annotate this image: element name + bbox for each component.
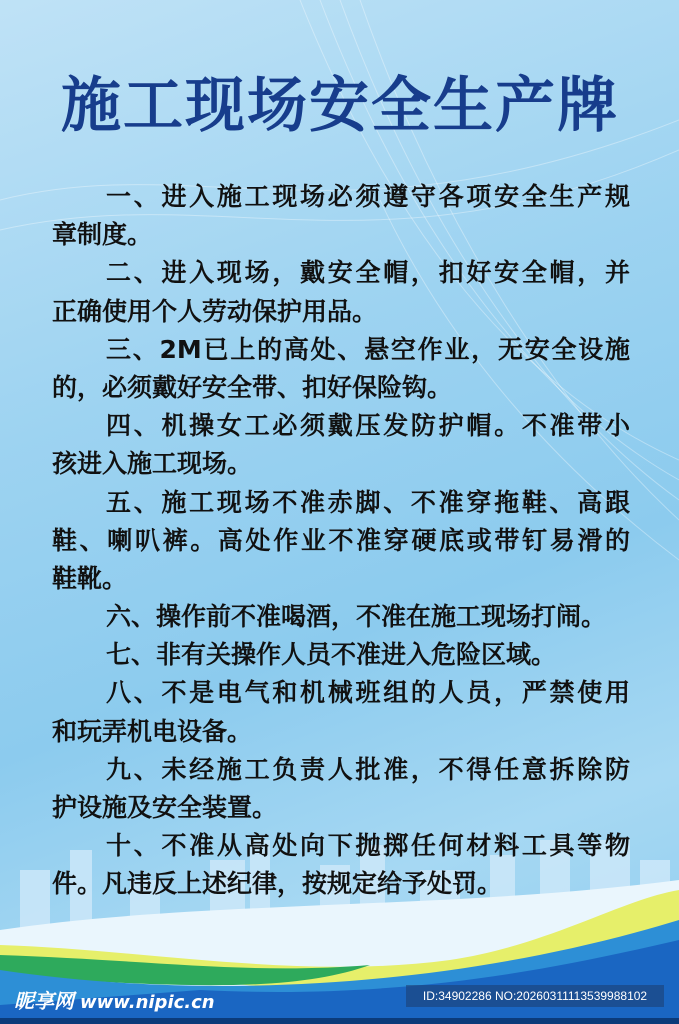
- rule-line: 鞋靴。: [52, 563, 128, 593]
- rule-item: [52, 331, 630, 407]
- rule-line: 三、2M已上的高处、悬空作业，无安全设施: [106, 334, 630, 364]
- watermark-url: www.nipic.cn: [80, 992, 215, 1013]
- rule-line: 四、机操女工必须戴压发防护帽。不准带小: [106, 411, 630, 441]
- page-title: 施工现场安全生产牌: [61, 71, 619, 141]
- rule-line: 十、不准从高处向下抛掷任何材料工具等物: [106, 831, 630, 861]
- rule-line: 正确使用个人劳动保护用品。: [52, 296, 378, 326]
- rule-item: [52, 674, 630, 750]
- rule-item: [52, 407, 630, 483]
- rule-item: [52, 178, 630, 254]
- rule-line: 件。凡违反上述纪律，按规定给予处罚。: [52, 869, 503, 899]
- watermark-logo: [14, 985, 215, 1014]
- rule-line: 八、不是电气和机械班组的人员，严禁使用: [106, 678, 630, 708]
- rule-line: 六、操作前不准喝酒，不准在施工现场打闹。: [106, 602, 607, 632]
- rule-item: [52, 827, 630, 903]
- watermark-id: ID:34902286 NO:20260311113539988102: [406, 985, 664, 1007]
- bottom-bar: [0, 1018, 679, 1024]
- rule-item: [52, 751, 630, 827]
- rule-line: 五、施工现场不准赤脚、不准穿拖鞋、高跟: [106, 487, 630, 517]
- rule-line: 的，必须戴好安全带、扣好保险钩。: [52, 372, 453, 402]
- rule-line: 孩进入施工现场。: [52, 449, 253, 479]
- rule-line: 七、非有关操作人员不准进入危险区域。: [106, 640, 557, 670]
- rule-line: 九、未经施工负责人批准，不得任意拆除防: [106, 754, 630, 784]
- rule-line: 二、进入现场，戴安全帽，扣好安全帽，并: [106, 258, 630, 288]
- rule-line: 鞋、喇叭裤。高处作业不准穿硬底或带钉易滑的: [52, 525, 630, 555]
- rule-line: 护设施及安全装置。: [52, 793, 278, 822]
- rule-item: [52, 598, 630, 636]
- rule-line: 章制度。: [52, 220, 153, 250]
- rule-line: 和玩弄机电设备。: [52, 716, 253, 746]
- rule-line: 一、进入施工现场必须遵守各项安全生产规: [106, 182, 630, 211]
- watermark-logo-cn: 昵享网: [14, 989, 74, 1013]
- rule-item: [52, 254, 630, 330]
- rule-item: [52, 636, 630, 674]
- rules-list: [52, 178, 630, 904]
- rule-item: [52, 484, 630, 599]
